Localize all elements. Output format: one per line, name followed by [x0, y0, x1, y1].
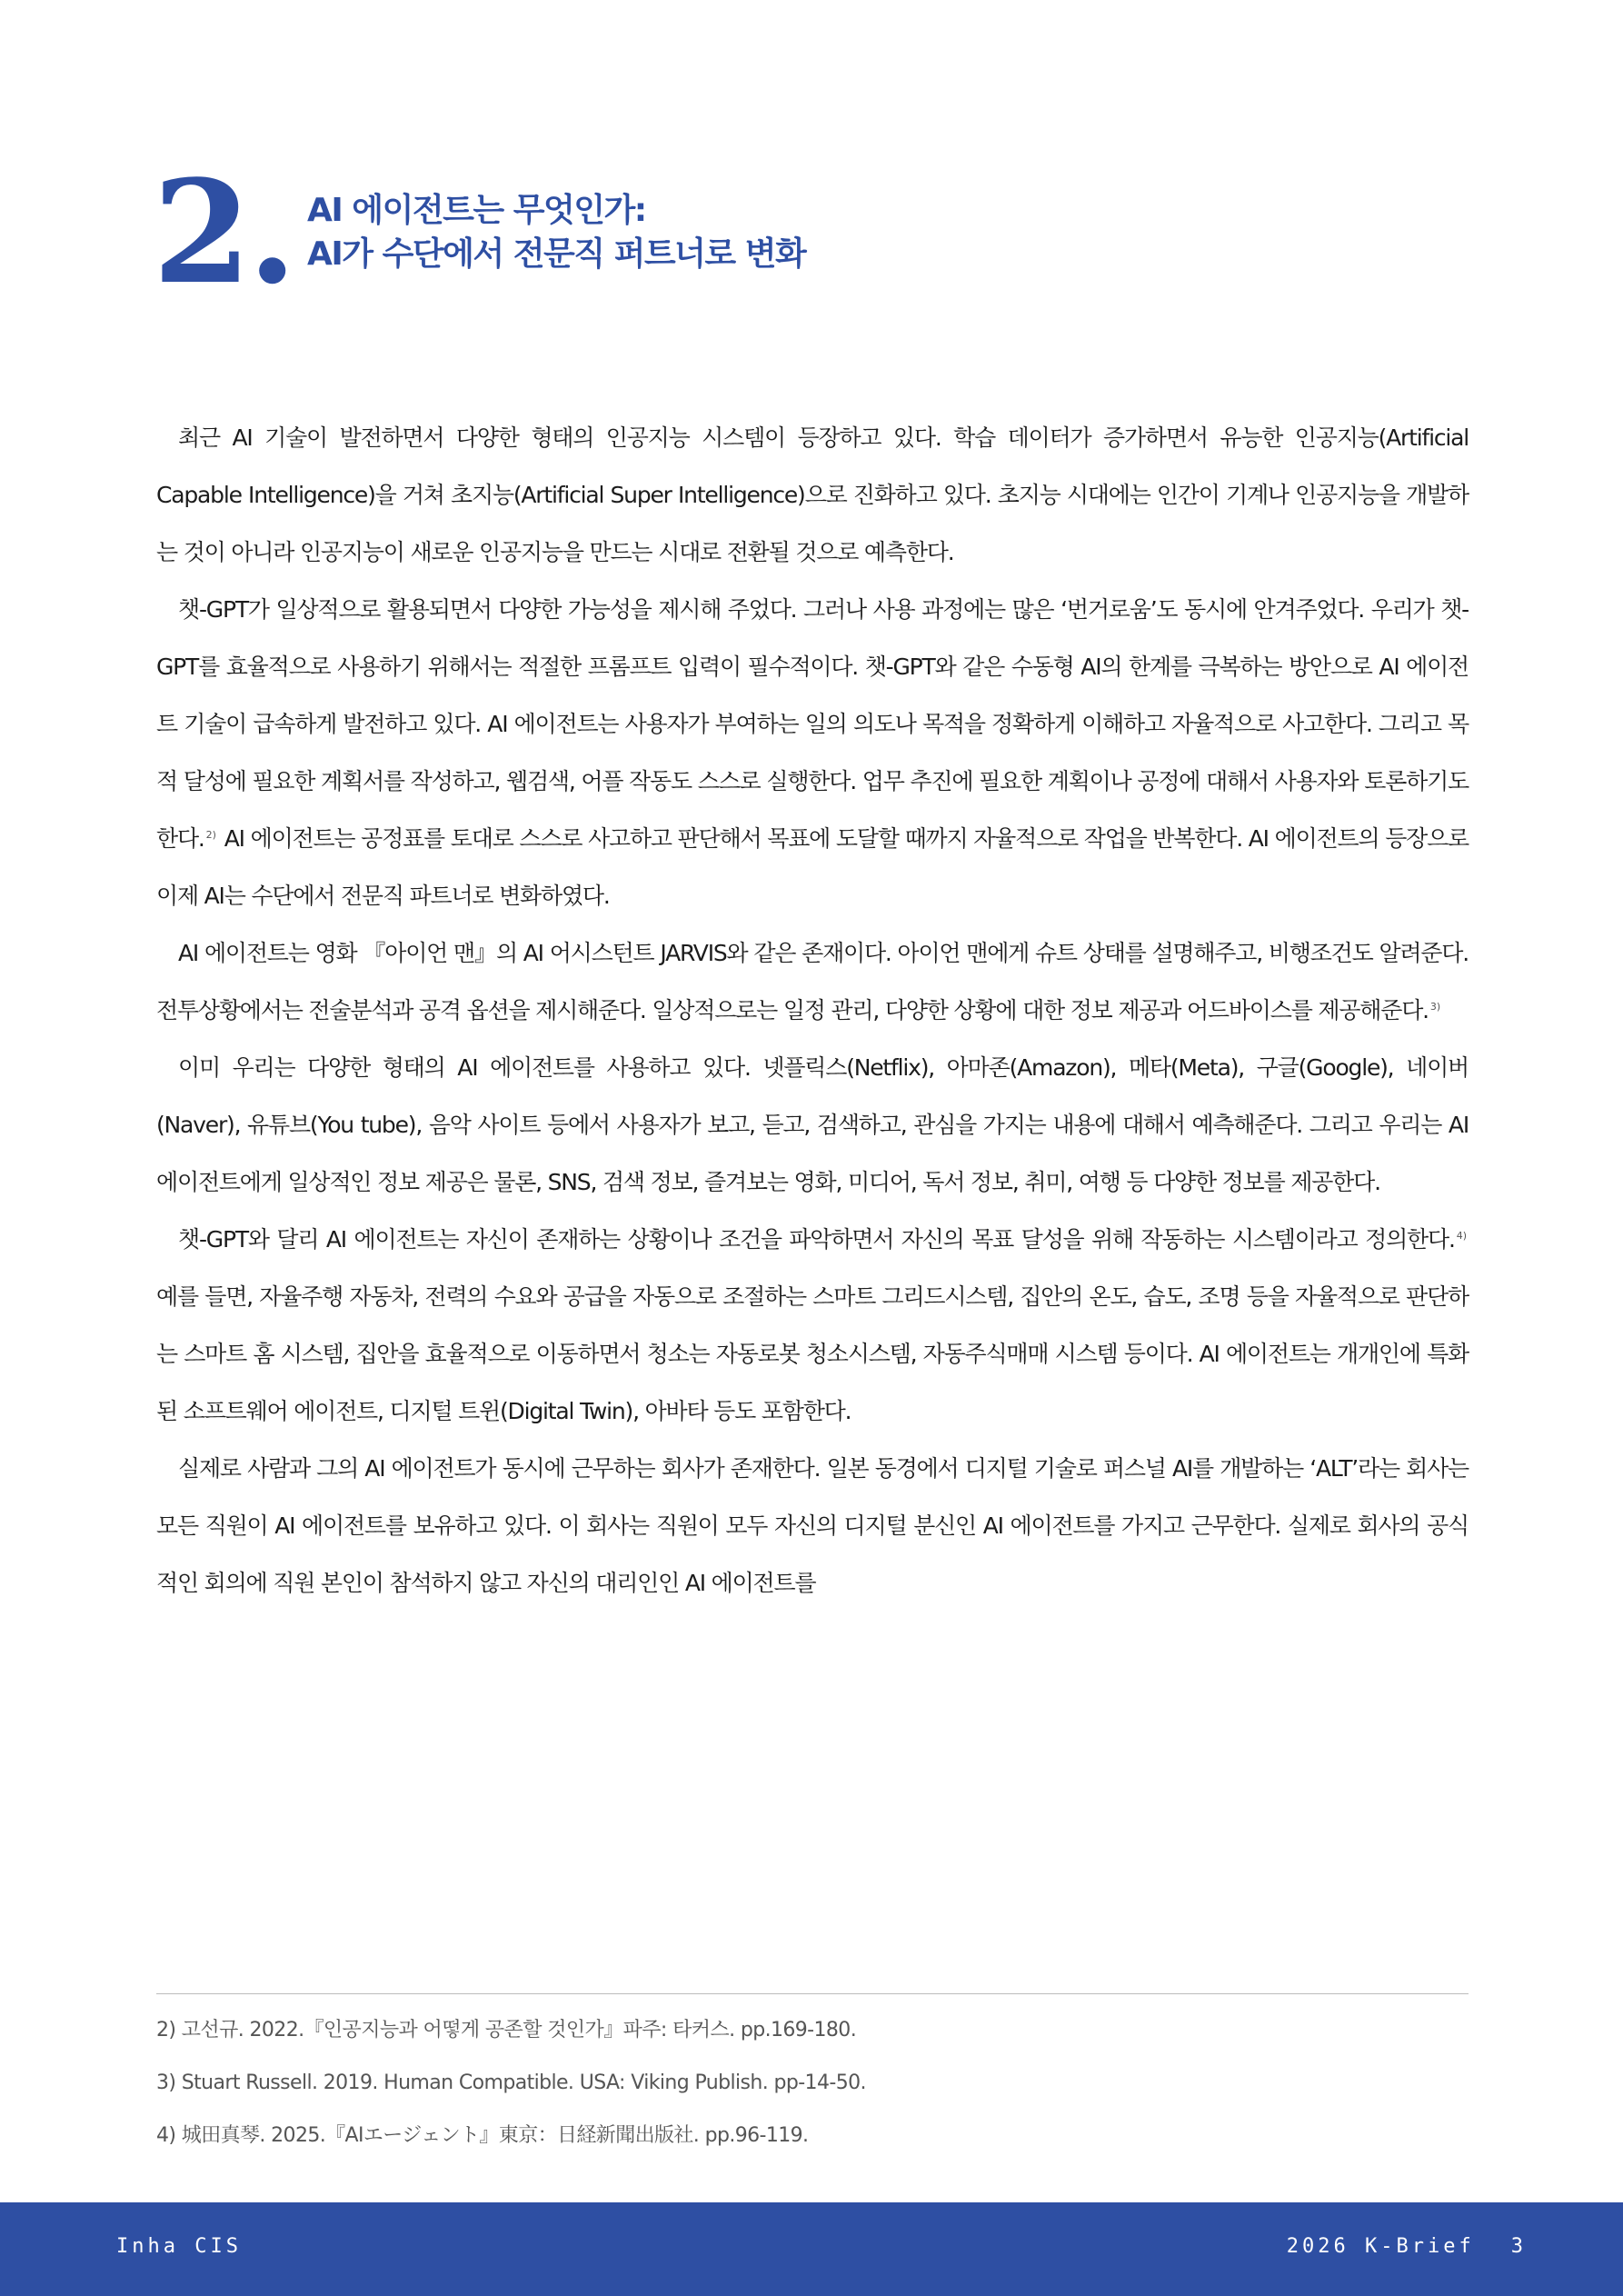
- footer-series: 2026 K-Brief: [1286, 2235, 1475, 2258]
- paragraph-text: AI 에이전트는 영화 『아이언 맨』의 AI 어시스턴트 JARVIS와 같은 존재이다. 아이언 맨에게 슈트 상태를 설명해주고, 비행조건도 알려준다. 전투상황에서는 전술분석과 공격 옵션을 제시해준다. 일상적으로는 일정 관리, 다양한 상황에 대한 정보 제공과 어드바이스를 제공해준다.: [156, 940, 1469, 1023]
- paragraph-text: 챗-GPT와 달리 AI 에이전트는 자신이 존재하는 상황이나 조건을 파악하면서 자신의 목표 달성을 위해 작동하는 시스템이라고 정의한다.: [178, 1226, 1455, 1253]
- paragraph: [156, 924, 1469, 1039]
- footnote: 3) Stuart Russell. 2019. Human Compatible. USA: Viking Publish. pp-14-50.: [156, 2071, 866, 2094]
- footnote-divider: [156, 1993, 1469, 1994]
- chapter-title-line1: AI 에이전트는 무엇인가:: [307, 192, 646, 229]
- chapter-number: 2.: [153, 149, 294, 315]
- footnote: 4) 城田真琴. 2025.『AIエージェント』東京：日経新聞出版社. pp.96-119.: [156, 2124, 809, 2147]
- paragraph-text: 이미 우리는 다양한 형태의 AI 에이전트를 사용하고 있다. 넷플릭스(Netflix), 아마존(Amazon), 메타(Meta), 구글(Google), 네이버(Naver), 유튜브(You tube), 음악 사이트 등에서 사용자가 보고, 듣고, 검색하고, 관심을 가지는 내용에 대해서 예측해준다. 그리고 우리는 AI 에이전트에게 일상적인 정보 제공은 물론, SNS, 검색 정보, 즐겨보는 영화, 미디어, 독서 정보, 취미, 여행 등 다양한 정보를 제공한다.: [156, 1054, 1469, 1195]
- footer-bar: [0, 2202, 1623, 2296]
- paragraph: [156, 1440, 1469, 1612]
- body-text: [156, 409, 1469, 1612]
- paragraph-text: 실제로 사람과 그의 AI 에이전트가 동시에 근무하는 회사가 존재한다. 일본 동경에서 디지털 기술로 퍼스널 AI를 개발하는 ‘ALT’라는 회사는 모든 직원이 AI 에이전트를 보유하고 있다. 이 회사는 직원이 모두 자신의 디지털 분신인 AI 에이전트를 가지고 근무한다. 실제로 회사의 공식적인 회의에 직원 본인이 참석하지 않고 자신의 대리인인 AI 에이전트를: [156, 1455, 1469, 1596]
- footer-publisher: Inha CIS: [116, 2235, 242, 2258]
- paragraph: [156, 1211, 1469, 1440]
- paragraph-text: 예를 들면, 자율주행 자동차, 전력의 수요와 공급을 자동으로 조절하는 스마트 그리드시스템, 집안의 온도, 습도, 조명 등을 자율적으로 판단하는 스마트 홈 시스템, 집안을 효율적으로 이동하면서 청소는 자동로봇 청소시스템, 자동주식매매 시스템 등이다. AI 에이전트는 개개인에 특화된 소프트웨어 에이전트, 디지털 트윈(Digital Twin), 아바타 등도 포함한다.: [156, 1283, 1469, 1424]
- chapter-title: [307, 189, 805, 276]
- paragraph: [156, 1039, 1469, 1211]
- paragraph-text: 챗-GPT가 일상적으로 활용되면서 다양한 가능성을 제시해 주었다. 그러나 사용 과정에는 많은 ‘번거로움’도 동시에 안겨주었다. 우리가 챗-GPT를 효율적으로 사용하기 위해서는 적절한 프롬프트 입력이 필수적이다. 챗-GPT와 같은 수동형 AI의 한계를 극복하는 방안으로 AI 에이전트 기술이 급속하게 발전하고 있다. AI 에이전트는 사용자가 부여하는 일의 의도나 목적을 정확하게 이해하고 자율적으로 사고한다. 그리고 목적 달성에 필요한 계획서를 작성하고, 웹검색, 어플 작동도 스스로 실행한다. 업무 추진에 필요한 계획이나 공정에 대해서 사용자와 토론하기도 한다.: [156, 596, 1469, 852]
- footnote-ref[interactable]: 3): [1429, 1000, 1441, 1013]
- paragraph: [156, 409, 1469, 581]
- footnotes: [156, 2004, 1469, 2162]
- footer-publication: [1287, 2235, 1527, 2258]
- paragraph-text: AI 에이전트는 공정표를 토대로 스스로 사고하고 판단해서 목표에 도달할 때까지 자율적으로 작업을 반복한다. AI 에이전트의 등장으로 이제 AI는 수단에서 전문직 파트너로 변화하였다.: [156, 825, 1469, 909]
- footnote-ref[interactable]: 2): [205, 828, 216, 841]
- footnote: 2) 고선규. 2022.『인공지능과 어떻게 공존할 것인가』파주: 타커스. pp.169-180.: [156, 2019, 857, 2041]
- page-number: 3: [1510, 2235, 1527, 2258]
- paragraph: [156, 581, 1469, 924]
- chapter-title-line2: AI가 수단에서 전문직 퍼트너로 변화: [307, 235, 806, 273]
- paragraph-text: 최근 AI 기술이 발전하면서 다양한 형태의 인공지능 시스템이 등장하고 있다. 학습 데이터가 증가하면서 유능한 인공지능(Artificial Capable Intelligence)을 거쳐 초지능(Artificial Super Intelligence)으로 진화하고 있다. 초지능 시대에는 인간이 기계나 인공지능을 개발하는 것이 아니라 인공지능이 새로운 인공지능을 만드는 시대로 전환될 것으로 예측한다.: [156, 424, 1469, 565]
- footnote-ref[interactable]: 4): [1456, 1229, 1467, 1242]
